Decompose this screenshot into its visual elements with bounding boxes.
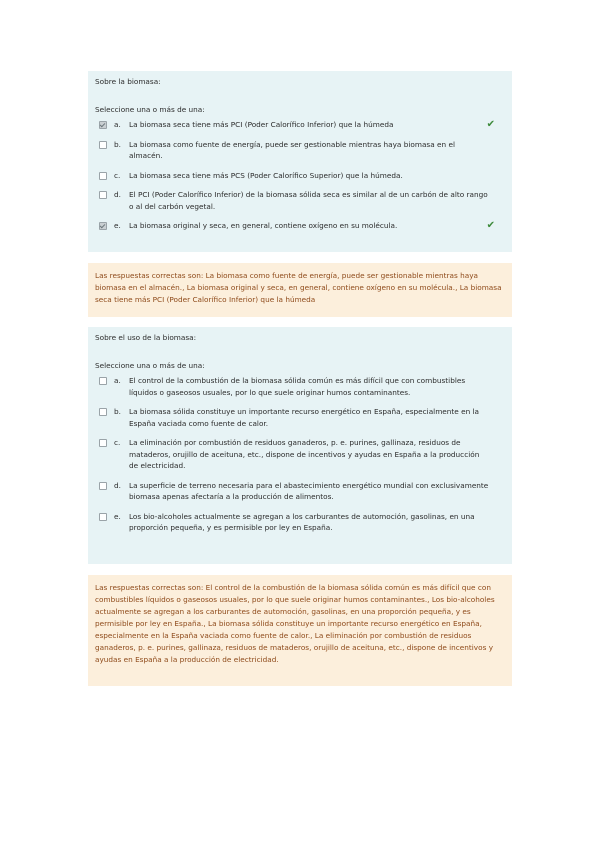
correct-check-icon: ✔ xyxy=(486,119,495,130)
q1-option-e[interactable]: e. La biomasa original y seca, en general, contiene oxígeno en su molécula. ✔ xyxy=(95,220,505,232)
q2-option-e-checkbox[interactable] xyxy=(99,513,107,521)
q1-option-a[interactable]: a. La biomasa seca tiene más PCI (Poder Calorífico Inferior) que la húmeda ✔ xyxy=(95,119,505,131)
question-1-feedback xyxy=(88,263,512,317)
question-1-panel xyxy=(88,71,512,252)
q1-option-d[interactable]: d. El PCI (Poder Calorífico Inferior) de la biomasa sólida seca es similar al de un carbón de alto rango o al del carbón vegetal. xyxy=(95,189,505,212)
q1-option-d-checkbox[interactable] xyxy=(99,191,107,199)
q2-option-d-checkbox[interactable] xyxy=(99,482,107,490)
question-2-feedback-text: Las respuestas correctas son: El control de la combustión de la biomasa sólida común es más difícil que con combustibles líquidos o gaseosos usuales, por lo que suele originar humos contaminantes., Los bio-alcoholes actualmente se agregan a los carburantes de automoción, gasolinas, en una proporción pequeña, y es permisible por ley en España., La biomasa sólida constituye un importante recurso energético en España, especialmente en la España vaciada como fuente de calor., La eliminación por combustión de residuos ganaderos, p. e. purines, gallinaza, residuos de mataderos, orujillo de aceituna, etc., dispone de incentivos y ayudas en España a la producción de electricidad. xyxy=(95,583,495,664)
q2-option-c[interactable]: c. La eliminación por combustión de residuos ganaderos, p. e. purines, gallinaza, residuos de mataderos, orujillo de aceituna, etc., dispone de incentivos y ayudas en España a la producción de electricidad. xyxy=(95,437,505,472)
q1-option-c[interactable]: c. La biomasa seca tiene más PCS (Poder Calorífico Superior) que la húmeda. xyxy=(95,170,505,182)
q2-option-a-checkbox[interactable] xyxy=(99,377,107,385)
question-1-text: Sobre la biomasa: xyxy=(95,77,161,86)
question-2-feedback xyxy=(88,575,512,686)
q2-option-b[interactable]: b. La biomasa sólida constituye un importante recurso energético en España, especialmente en la España vaciada como fuente de calor. xyxy=(95,406,505,429)
q1-option-c-checkbox[interactable] xyxy=(99,172,107,180)
question-2-prompt: Seleccione una o más de una: xyxy=(95,360,205,370)
q1-option-b-checkbox[interactable] xyxy=(99,141,107,149)
q2-option-b-checkbox[interactable] xyxy=(99,408,107,416)
q2-option-e[interactable]: e. Los bio-alcoholes actualmente se agregan a los carburantes de automoción, gasolinas, en una proporción pequeña, y es permisible por ley en España. xyxy=(95,511,505,534)
question-2-panel xyxy=(88,327,512,564)
q2-option-c-checkbox[interactable] xyxy=(99,439,107,447)
q2-option-a[interactable]: a. El control de la combustión de la biomasa sólida común es más difícil que con combustibles líquidos o gaseosos usuales, por lo que suele originar humos contaminantes. xyxy=(95,375,505,398)
correct-check-icon: ✔ xyxy=(486,220,495,231)
question-1-prompt: Seleccione una o más de una: xyxy=(95,104,205,114)
q2-option-d[interactable]: d. La superficie de terreno necesaria para el abastecimiento energético mundial con exclusivamente biomasa apenas afectaría a la producción de alimentos. xyxy=(95,480,505,503)
question-2-text: Sobre el uso de la biomasa: xyxy=(95,333,197,342)
q1-option-b[interactable]: b. La biomasa como fuente de energía, puede ser gestionable mientras haya biomasa en el almacén. xyxy=(95,139,505,162)
question-1-feedback-text: Las respuestas correctas son: La biomasa como fuente de energía, puede ser gestionable mientras haya biomasa en el almacén., La biomasa original y seca, en general, contiene oxígeno en su molécula., La biomasa seca tiene más PCI (Poder Calorífico Inferior) que la húmeda xyxy=(95,271,502,304)
q1-option-e-checkbox[interactable] xyxy=(99,222,107,230)
q1-option-a-checkbox[interactable] xyxy=(99,121,107,129)
